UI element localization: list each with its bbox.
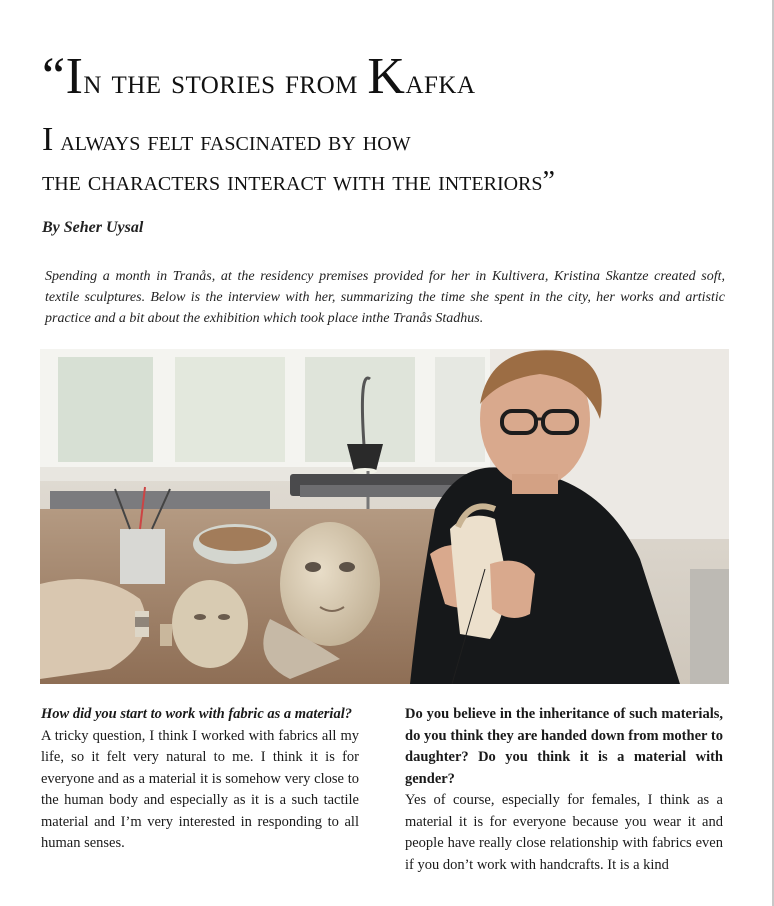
interview-column-right — [405, 704, 723, 876]
subtitle-line-2: the characters interact with the interiors” — [42, 166, 555, 197]
interview-answer-2: Yes of course, especially for females, I think as a material it is for everyone because you wear it and people have really close relationship with fabrics even if you don’t work with handcrafts. It is a kind — [405, 792, 723, 873]
article-subtitle — [42, 120, 772, 202]
title-initial: I — [65, 48, 84, 105]
artist-photo — [40, 349, 729, 684]
interview-question-2: Do you believe in the inheritance of such materials, do you think they are handed down from mother to daughter? Do you think it is a material with gender? — [405, 706, 723, 787]
title-initial-2: K — [367, 48, 406, 105]
author-byline: By Seher Uysal — [42, 219, 144, 236]
interview-question-1: How did you start to work with fabric as a material? — [41, 706, 352, 722]
article-title — [42, 46, 762, 112]
title-open-quote: “ — [42, 48, 66, 105]
interview-column-left — [41, 704, 359, 855]
interview-answer-1: A tricky question, I think I worked with fabrics all my life, so it felt very natural to me. I think it is for everyone and as a material it is somehow very close to the human body and especially as it is a such tactile material and I’m very interested in responding to all human senses. — [41, 727, 359, 851]
subtitle-line-1-text: always felt fascinated by how — [53, 126, 411, 157]
title-text-part1: n the stories from — [83, 61, 368, 101]
title-text-part2: afka — [405, 61, 476, 101]
subtitle-line-1 — [42, 120, 772, 162]
intro-paragraph: Spending a month in Tranås, at the residency premises provided for her in Kultivera, Kristina Skantze created soft, textile sculptures. Below is the interview with her, summarizing the time she spent in the city, her works and artistic practice and a bit about the exhibition which took place inthe Tranås Stadhus. — [45, 269, 725, 326]
subtitle-initial: I — [42, 121, 54, 158]
